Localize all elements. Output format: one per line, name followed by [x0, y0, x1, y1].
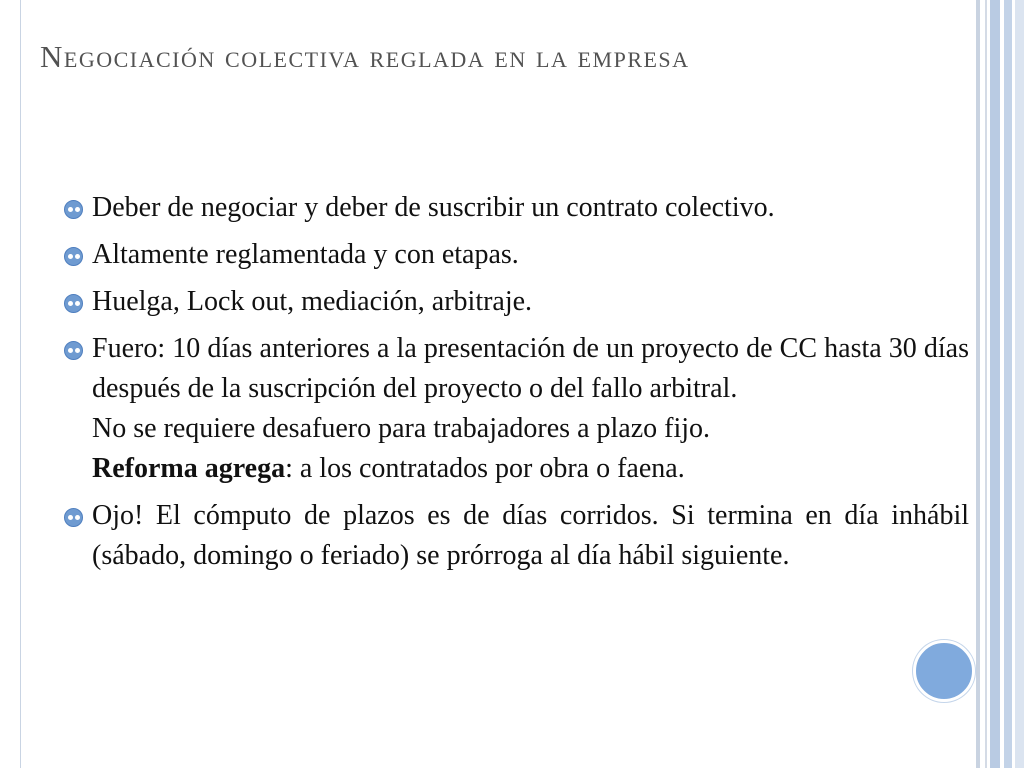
bullet-icon: [64, 341, 83, 360]
bullet-list: [64, 188, 969, 583]
decorative-circle: [913, 640, 975, 702]
bullet-icon: [64, 508, 83, 527]
list-item: [64, 496, 969, 576]
bullet-text: Altamente reglamentada y con etapas.: [92, 239, 519, 270]
right-stripe: [1015, 0, 1024, 768]
fuero-text: Fuero: 10 días anteriores a la presentación de un proyecto de CC hasta 30 días después de la suscripción del proyecto o del fallo arbitral.: [92, 333, 969, 404]
right-stripe: [1004, 0, 1012, 768]
bullet-text: Deber de negociar y deber de suscribir un contrato colectivo.: [92, 192, 775, 223]
desafuero-text: No se requiere desafuero para trabajadores a plazo fijo.: [92, 413, 711, 444]
reforma-text: : a los contratados por obra o faena.: [285, 453, 685, 484]
list-item: [64, 235, 969, 275]
bullet-icon: [64, 294, 83, 313]
right-stripe: [990, 0, 1000, 768]
left-border-line: [20, 0, 21, 768]
right-stripe: [985, 0, 987, 768]
right-stripe: [976, 0, 980, 768]
bullet-text: Huelga, Lock out, mediación, arbitraje.: [92, 286, 533, 317]
reforma-line: [92, 453, 685, 484]
list-item: [64, 329, 969, 489]
slide-title: Negociación colectiva reglada en la empresa: [40, 39, 690, 74]
bullet-text: Ojo! El cómputo de plazos es de días corridos. Si termina en día inhábil (sábado, domingo o feriado) se prórroga al día hábil siguiente.: [92, 500, 969, 571]
reforma-label: Reforma agrega: [92, 453, 286, 484]
bullet-icon: [64, 200, 83, 219]
bullet-icon: [64, 247, 83, 266]
list-item: [64, 282, 969, 322]
list-item: [64, 188, 969, 228]
